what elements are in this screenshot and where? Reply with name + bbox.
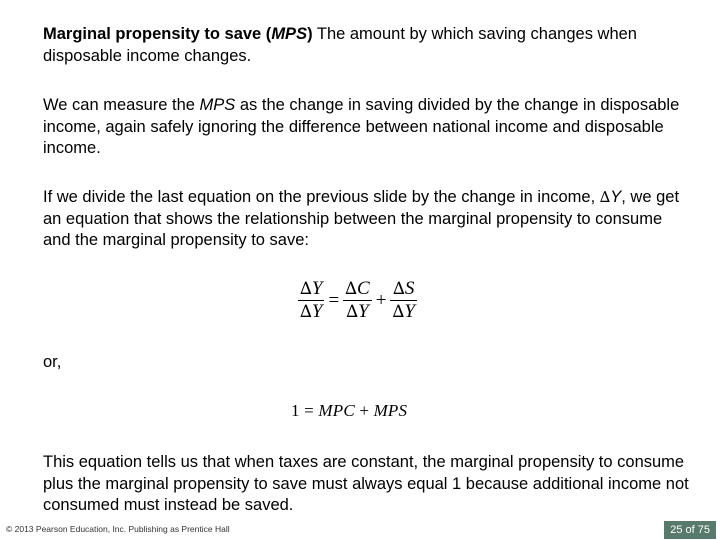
copyright-footer: © 2013 Pearson Education, Inc. Publishing as Prentice Hall <box>6 524 230 534</box>
definition-text: The amount by which saving changes when disposable income changes. <box>43 25 637 65</box>
measure-paragraph: We can measure the MPS as the change in saving divided by the change in disposable income, again safely ignoring the difference between national income and disposable income. <box>43 96 680 157</box>
page-number-badge: 25 of 75 <box>664 521 716 539</box>
measure-abbr: MPS <box>199 96 236 114</box>
identity-equation: 1 = MPC + MPS <box>291 401 408 420</box>
fraction-equation <box>298 278 417 323</box>
fraction-consumption: $\frac{\Delta C}{\Delta Y}$ <box>345 278 370 322</box>
definition-term: Marginal propensity to save (MPS) <box>43 25 313 43</box>
income-variable: Y <box>610 188 622 206</box>
mps-term: MPS <box>373 401 408 420</box>
delta-symbol: ∆ <box>599 188 611 206</box>
definition-paragraph <box>43 24 693 67</box>
conclusion-paragraph: This equation tells us that when taxes are constant, the marginal propensity to consume plus the marginal propensity to save must always equal 1 because additional income not consumed must instead be saved. <box>43 453 689 514</box>
equals-sign: = <box>328 289 340 311</box>
divide-paragraph: If we divide the last equation on the previous slide by the change in income, ∆Y, we get an equation that shows the relationship between the marginal propensity to consume and the marginal propensity to save: <box>43 188 680 249</box>
fraction-lhs: $\frac{\Delta Y}{\Delta Y}$ <box>300 278 323 322</box>
fraction-saving: $\frac{\Delta S}{\Delta Y}$ <box>392 278 415 322</box>
definition-term-abbr: MPS <box>271 25 308 43</box>
plus-sign: + <box>375 289 387 311</box>
or-text: or, <box>43 353 62 371</box>
mpc-term: MPC <box>318 401 355 420</box>
